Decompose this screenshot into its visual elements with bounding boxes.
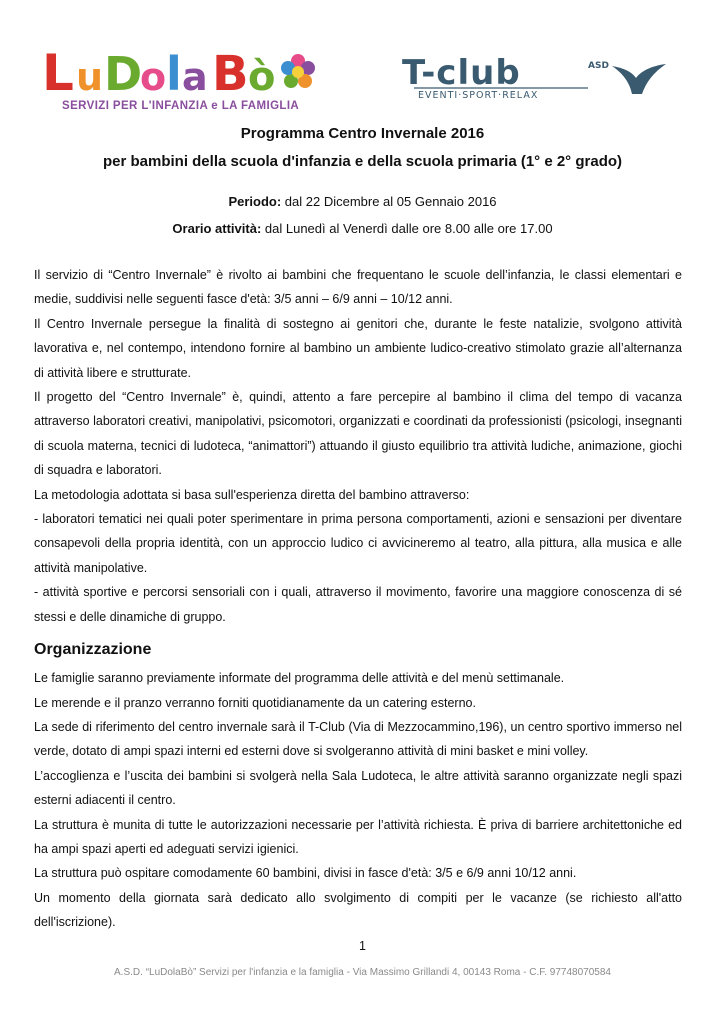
period-label: Periodo:: [228, 194, 282, 209]
hours-label: Orario attività:: [172, 221, 262, 236]
hours-value: dal Lunedì al Venerdì dalle ore 8.00 alle ore 17.00: [261, 221, 553, 236]
period-value: dal 22 Dicembre al 05 Gennaio 2016: [281, 194, 497, 209]
tclub-logo-text: T-club: [402, 54, 521, 93]
header: [0, 0, 725, 120]
whale-tail-icon: [612, 64, 666, 94]
logo-subtitle: SERVIZI PER L'INFANZIA e LA FAMIGLIA: [62, 100, 300, 112]
logo-letter-l: L: [42, 44, 74, 102]
logo-letter-d: D: [104, 47, 143, 101]
period-line: [0, 194, 725, 209]
logo-letter-b: B: [212, 46, 249, 102]
org-paragraph: Le merende e il pranzo verranno forniti quotidianamente da un catering esterno.: [34, 695, 476, 710]
hours-line: [0, 221, 725, 236]
org-paragraph: La struttura è munita di tutte le autorizzazioni necessarie per l’attività richiesta. È priva di barriere architettoniche ed ha ampi spazi aperti ed adeguati servizi igienici.: [34, 817, 682, 856]
intro-paragraph: Il servizio di “Centro Invernale” è rivolto ai bambini che frequentano le scuole dell’infanzia, le classi elementari e medie, suddivisi nelle seguenti fasce d'età: 3/5 anni – 6/9 anni – 10/12 anni.: [34, 268, 682, 307]
logo-letter-l2: l: [166, 47, 182, 101]
footer: A.S.D. “LuDolaBò” Servizi per l'infanzia e la famiglia - Via Massimo Grillandi 4, 00143 Roma - C.F. 97748070584: [114, 967, 611, 978]
intro-paragraph: Il Centro Invernale persegue la finalità di sostegno ai genitori che, durante le feste natalizie, svolgono attività lavorativa e, nel contempo, intendono fornire al bambino un ambiente ludico-creativo stimolato grazie all’alternanza di attività libere e strutturate.: [34, 316, 682, 380]
section-heading: Organizzazione: [34, 641, 152, 659]
flower-icon: [281, 54, 315, 88]
intro-paragraph: La metodologia adottata si basa sull'esperienza diretta del bambino attraverso:: [34, 487, 470, 502]
document-body: [34, 263, 682, 935]
tclub-logo-subtitle: EVENTI·SPORT·RELAX: [418, 90, 539, 100]
intro-paragraph: Il progetto del “Centro Invernale” è, quindi, attento a fare percepire al bambino il clima del tempo di vacanza attraverso laboratori creativi, manipolativi, psicomotori, organizzati e coordinati da professionisti (psicologi, insegnanti di scuola materna, tecnici di ludoteca, “animattori”) attuando il giusto equilibrio tra attività ludiche, animazione, giochi di squadra e laboratori.: [34, 390, 682, 478]
tclub-logo: [400, 54, 670, 100]
org-paragraph: La struttura può ospitare comodamente 60 bambini, divisi in fasce d'età: 3/5 e 6/9 anni 10/12 anni.: [34, 866, 577, 881]
page-number: 1: [359, 939, 366, 953]
tclub-logo-mark: ASD: [588, 61, 609, 71]
org-paragraph: Un momento della giornata sarà dedicato allo svolgimento di compiti per le vacanze (se richiesto all'atto dell'iscrizione).: [34, 890, 682, 930]
logo-letter-o2: ò: [248, 54, 276, 100]
intro-paragraph: - attività sportive e percorsi sensoriali con i quali, attraverso il movimento, favorire una maggiore conoscenza di sé stessi e delle dinamiche di gruppo.: [34, 585, 682, 624]
title-line-2: per bambini della scuola d'infanzia e della scuola primaria (1° e 2° grado): [102, 153, 623, 170]
title-line-1: Programma Centro Invernale 2016: [240, 125, 485, 142]
org-paragraph: L’accoglienza e l’uscita dei bambini si svolgerà nella Sala Ludoteca, le altre attività saranno organizzate negli spazi esterni adiacenti il centro.: [34, 768, 682, 808]
org-paragraph: Le famiglie saranno previamente informate del programma delle attività e del menù settimanale.: [34, 671, 565, 686]
logo-letter-a: a: [182, 55, 208, 99]
intro-paragraph: - laboratori tematici nei quali poter sperimentare in prima persona comportamenti, azioni e sensazioni per diventare consapevoli della propria identità, con un approccio ludico ci avvicineremo al teatro, alla pittura, alla musica e alle attività manipolative.: [34, 512, 682, 575]
logo-letter-u: u: [76, 55, 104, 99]
logo-letter-o: o: [140, 55, 167, 99]
org-paragraph: La sede di riferimento del centro invernale sarà il T-Club (Via di Mezzocammino,196), un centro sportivo immerso nel verde, dotato di ampi spazi interni ed esterni dove si svolgeranno attività di mini basket e mini volley.: [34, 719, 682, 759]
